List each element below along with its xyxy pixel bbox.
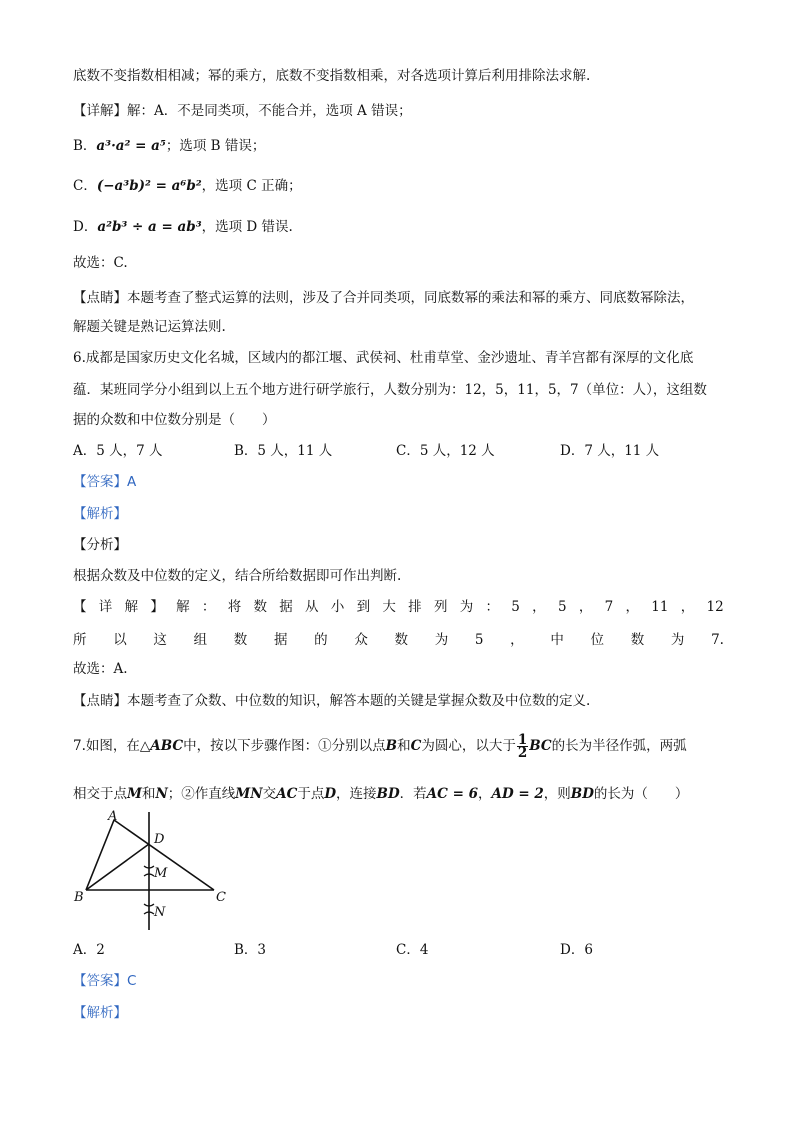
question-6-line: 据的众数和中位数分别是（ ） bbox=[73, 412, 276, 428]
answer-line: 【答案】C bbox=[73, 973, 137, 989]
justified-token: 7 bbox=[604, 599, 614, 615]
justified-token: 11 bbox=[651, 599, 669, 615]
text-line: 根据众数及中位数的定义，结合所给数据即可作出判断. bbox=[73, 568, 402, 584]
justified-token: 小 bbox=[330, 599, 345, 615]
question-6-line: 6.成都是国家历史文化名城，区域内的都江堰、武侯祠、杜甫草堂、金沙遗址、青羊宫都有深厚的文化底 bbox=[73, 350, 694, 366]
justified-token: 5 bbox=[474, 632, 484, 648]
justified-token: 所 bbox=[73, 632, 87, 648]
justified-token: 将 bbox=[227, 599, 242, 615]
justified-token: 为 bbox=[434, 632, 449, 648]
label-m: M bbox=[154, 866, 168, 881]
justified-token: 这 bbox=[153, 632, 167, 648]
justified-token: 5 bbox=[557, 599, 567, 615]
math-expression: a³·a² = a⁵ bbox=[96, 138, 166, 154]
text-line: 故选：C. bbox=[73, 255, 128, 271]
option-d: D．6 bbox=[560, 942, 593, 958]
justified-line bbox=[73, 597, 724, 617]
answer-line: 【答案】A bbox=[73, 474, 137, 490]
justified-token: 为 bbox=[670, 632, 685, 648]
text-line: 【详解】解：A．不是同类项，不能合并，选项 A 错误； bbox=[73, 103, 412, 119]
justified-token: 的 bbox=[314, 632, 328, 648]
math-expression: a²b³ ÷ a = ab³ bbox=[97, 219, 202, 235]
justified-token: 到 bbox=[356, 599, 371, 615]
justified-token: 为 bbox=[459, 599, 474, 615]
label-a: A bbox=[108, 809, 118, 824]
analysis-heading: 【解析】 bbox=[73, 506, 127, 522]
answer-value: A bbox=[127, 474, 137, 490]
text-line: 故选：A. bbox=[73, 661, 128, 677]
label-d: D bbox=[154, 832, 165, 847]
justified-token: 组 bbox=[193, 632, 208, 648]
text-line: 底数不变指数相相减；幂的乘方，底数不变指数相乘，对各选项计算后利用排除法求解. bbox=[73, 68, 591, 84]
label-c: C bbox=[216, 890, 226, 905]
justified-token: 大 bbox=[382, 599, 396, 615]
text-line: 【点睛】本题考查了众数、中位数的知识，解答本题的关键是掌握众数及中位数的定义. bbox=[73, 693, 591, 709]
justified-line bbox=[73, 630, 724, 650]
justified-token: 数 bbox=[630, 632, 645, 648]
justified-token: 数 bbox=[253, 599, 267, 615]
option-d-line: D．a²b³ ÷ a = ab³，选项 D 错误. bbox=[73, 219, 293, 235]
option-b-line: B．a³·a² = a⁵；选项 B 错误； bbox=[73, 138, 266, 154]
answer-value: C bbox=[127, 973, 137, 989]
justified-token: 从 bbox=[305, 599, 319, 615]
text-line: 【点睛】本题考查了整式运算的法则，涉及了合并同类项，同底数幂的乘法和幂的乘方、同底数幂除法， bbox=[73, 290, 694, 306]
justified-token: ， bbox=[578, 599, 593, 615]
justified-token: 列 bbox=[433, 599, 448, 615]
justified-token: 中 bbox=[550, 632, 564, 648]
justified-token: 12 bbox=[706, 599, 724, 615]
option-c: C．4 bbox=[396, 942, 429, 958]
justified-token: 位 bbox=[590, 632, 605, 648]
option-b: B．5 人，11 人 bbox=[234, 443, 333, 459]
analysis-subheading: 【分析】 bbox=[73, 537, 127, 553]
option-d: D．7 人，11 人 bbox=[560, 443, 660, 459]
option-b: B．3 bbox=[234, 942, 267, 958]
question-7-line: 7.如图，在△ABC中，按以下步骤作图：①分别以点B和C为圆心，以大于 $\frac{1}{2}$ BC的长为半径作弧，两弧 bbox=[73, 732, 687, 761]
justified-token: 7. bbox=[711, 632, 724, 648]
justified-token: 众 bbox=[354, 632, 368, 648]
option-c-line: C．(−a³b)² = a⁶b²，选项 C 正确； bbox=[73, 178, 302, 194]
justified-token: 数 bbox=[394, 632, 408, 648]
triangle-figure bbox=[70, 808, 240, 933]
justified-token: ， bbox=[510, 632, 524, 648]
fraction: $\frac{1}{2}$ bbox=[517, 732, 528, 761]
label-b: B bbox=[74, 890, 84, 905]
label-n: N bbox=[154, 905, 166, 920]
math-expression: (−a³b)² = a⁶b² bbox=[96, 178, 202, 194]
question-6-line: 蕴．某班同学分小组到以上五个地方进行研学旅行，人数分别为：12，5，11，5，7（单位：人），这组数 bbox=[73, 382, 707, 398]
analysis-heading: 【解析】 bbox=[73, 1005, 127, 1021]
justified-token: 解 bbox=[124, 599, 139, 615]
option-a: A．5 人，7 人 bbox=[73, 443, 163, 459]
text-line: 解题关键是熟记运算法则. bbox=[73, 319, 226, 335]
justified-token: ： bbox=[485, 599, 499, 615]
justified-token: 排 bbox=[408, 599, 422, 615]
option-a: A．2 bbox=[73, 942, 105, 958]
question-7-line: 相交于点M和N；②作直线MN交AC于点D，连接BD．若AC = 6，AD = 2，则BD的长为（ ） bbox=[73, 786, 689, 802]
justified-token: ， bbox=[532, 599, 546, 615]
justified-token: ， bbox=[680, 599, 695, 615]
justified-token: 据 bbox=[273, 632, 288, 648]
justified-token: 【 bbox=[73, 599, 87, 615]
justified-token: 据 bbox=[279, 599, 293, 615]
justified-token: 5 bbox=[511, 599, 520, 615]
justified-token: 详 bbox=[98, 599, 113, 615]
option-c: C．5 人，12 人 bbox=[396, 443, 495, 459]
justified-token: 数 bbox=[233, 632, 248, 648]
justified-token: 以 bbox=[113, 632, 127, 648]
justified-token: 解 bbox=[176, 599, 190, 615]
justified-token: ： bbox=[201, 599, 216, 615]
justified-token: ， bbox=[625, 599, 639, 615]
justified-token: 】 bbox=[150, 599, 164, 615]
